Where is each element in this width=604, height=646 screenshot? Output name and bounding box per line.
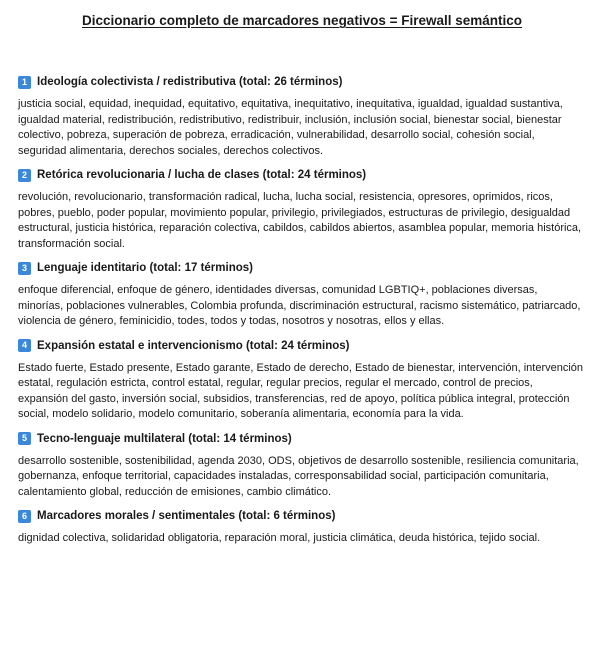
section-terms: justicia social, equidad, inequidad, equitativo, equitativa, inequitativo, inequitativa, igualdad, igualdad sustantiva, igualdad material, redistribución, redistributivo, redistribuir, inclusión, inclusión social, bienestar social, bienestar colectivo, pobreza, superación de pobreza, erradicación, vulnerabilidad, desarrollo social, cohesión social, seguridad alimentaria, derechos sociales, derechos colectivos. — [18, 98, 563, 157]
section-terms: Estado fuerte, Estado presente, Estado garante, Estado de derecho, Estado de bienestar, intervención, intervención estatal, regulación estricta, control estatal, regular, regular precios, regular el mercado, control de precios, expansión del gasto, inversión social, subsidios, transferencias, red de apoyo, política pública integral, protección social, modelo solidario, modelo comunitario, soberanía alimentaria, economía para la vida. — [18, 361, 584, 420]
keycap-number-icon: 1 — [18, 76, 31, 89]
section-terms: revolución, revolucionario, transformación radical, lucha, lucha social, resistencia, opresores, oprimidos, ricos, pobres, pueblo, poder popular, movimiento popular, privilegio, privilegiados, estructuras de privilegio, desigualdad estructural, justicia histórica, reparación colectiva, cabildos, cabildos abiertos, asamblea popular, memoria histórica, transformación social. — [18, 191, 582, 250]
section-heading — [18, 431, 586, 447]
section-1 — [18, 74, 586, 159]
section-heading-text: Marcadores morales / sentimentales (total: 6 términos) — [37, 510, 336, 522]
section-3 — [18, 260, 586, 330]
section-4 — [18, 338, 586, 423]
section-heading — [18, 74, 586, 90]
section-6 — [18, 508, 586, 547]
section-5 — [18, 431, 586, 501]
section-terms: desarrollo sostenible, sostenibilidad, agenda 2030, ODS, objetivos de desarrollo sostenible, resiliencia comunitaria, gobernanza, enfoque territorial, capacidades instaladas, corresponsabilidad social, participación comunitaria, calentamiento global, reducción de emisiones, cambio climático. — [18, 454, 579, 498]
section-heading-text: Tecno-lenguaje multilateral (total: 14 términos) — [37, 432, 292, 445]
section-heading-text: Expansión estatal e intervencionismo (total: 24 términos) — [37, 339, 350, 352]
sections-list — [18, 74, 586, 547]
section-heading — [18, 508, 586, 524]
keycap-number-icon: 5 — [18, 432, 31, 445]
keycap-number-icon: 6 — [18, 510, 31, 523]
keycap-number-icon: 3 — [18, 262, 31, 275]
section-heading — [18, 167, 586, 183]
section-heading — [18, 260, 586, 276]
section-heading — [18, 338, 586, 354]
section-heading-text: Lenguaje identitario (total: 17 términos) — [37, 262, 253, 274]
keycap-number-icon: 4 — [18, 339, 31, 352]
section-terms: dignidad colectiva, solidaridad obligatoria, reparación moral, justicia climática, deuda histórica, tejido social. — [18, 532, 541, 544]
section-2 — [18, 167, 586, 252]
keycap-number-icon: 2 — [18, 169, 31, 182]
section-heading-text: Retórica revolucionaria / lucha de clases (total: 24 términos) — [37, 169, 367, 181]
document-title: Diccionario completo de marcadores negativos = Firewall semántico — [81, 13, 523, 28]
section-terms: enfoque diferencial, enfoque de género, identidades diversas, comunidad LGBTIQ+, poblaciones diversas, minorías, poblaciones vulnerables, Colombia profunda, discriminación estructural, racismo sistemático, patriarcado, violencia de género, feminicidio, todes, todos y todas, nosotros y nosotras, ellos y ellas. — [18, 284, 581, 327]
section-heading-text: Ideología colectivista / redistributiva (total: 26 términos) — [37, 76, 343, 88]
